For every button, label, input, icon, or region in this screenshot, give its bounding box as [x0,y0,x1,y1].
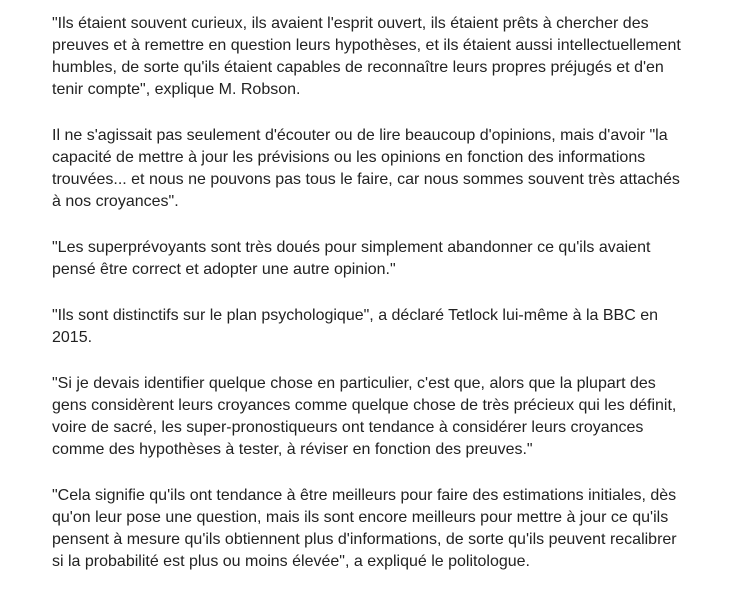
paragraph-estimates: "Cela signifie qu'ils ont tendance à être meilleurs pour faire des estimations initiales, dès qu'on leur pose une question, mais ils sont encore meilleurs pour mettre à jour ce qu'ils pensent à mesure qu'ils obtiennent plus d'informations, de sorte qu'ils peuvent recalibrer si la probabilité est plus ou moins élevée", a expliqué le politologue. [52,487,677,570]
paragraph-superforecasters: "Les superprévoyants sont très doués pour simplement abandonner ce qu'ils avaient pensé être correct et adopter une autre opinion." [52,239,651,278]
paragraph-beliefs-hypotheses: "Si je devais identifier quelque chose en particulier, c'est que, alors que la plupart des gens considèrent leurs croyances comme quelque chose de très précieux qui les définit, voire de sacré, les super-pronostiqueurs ont tendance à considérer leurs croyances comme des hypothèses à tester, à réviser en fonction des preuves." [52,375,677,458]
paragraph-tetlock-bbc: "Ils sont distinctifs sur le plan psychologique", a déclaré Tetlock lui-même à la BBC en 2015. [52,307,659,346]
paragraph-robson-quote: "Ils étaient souvent curieux, ils avaient l'esprit ouvert, ils étaient prêts à chercher des preuves et à remettre en question leurs hypothèses, et ils étaient aussi intellectuellement humbles, de sorte qu'ils étaient capables de reconnaître leurs propres préjugés et d'en tenir compte", explique M. Robson. [52,15,681,98]
paragraph-update-opinions: Il ne s'agissait pas seulement d'écouter ou de lire beaucoup d'opinions, mais d'avoir "la capacité de mettre à jour les prévisions ou les opinions en fonction des informations trouvées... et nous ne pouvons pas tous le faire, car nous sommes souvent très attachés à nos croyances". [52,127,680,210]
article-body [52,13,692,597]
